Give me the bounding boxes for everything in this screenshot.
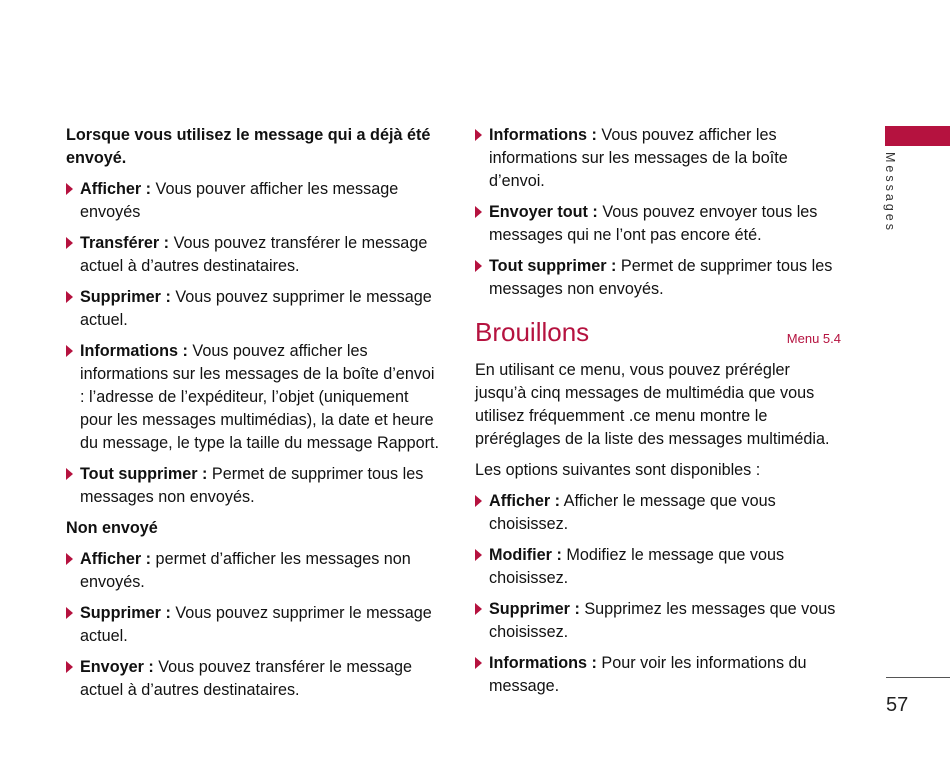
item-text: permet d’afficher les messages non envoyés. [80,550,411,591]
triangle-bullet-icon [66,607,73,619]
item-text: Vous pouvez supprimer le message actuel. [80,604,432,645]
item-text: Afficher le message que vous choisissez. [489,492,776,533]
list-item [66,602,442,648]
page-number: 57 [886,694,909,716]
triangle-bullet-icon [475,549,482,561]
side-tab-bar [885,126,950,146]
item-text: Vous pouver afficher les message envoyés [80,180,399,221]
page-number-rule [886,677,950,678]
item-text: Vous pouvez transférer le message actuel à d’autres destinataires. [80,234,428,275]
list-item [66,286,442,332]
right-column [475,124,841,706]
triangle-bullet-icon [66,468,73,480]
list-item [475,255,841,301]
triangle-bullet-icon [475,657,482,669]
item-term: Afficher : [489,492,561,510]
item-term: Envoyer tout : [489,203,598,221]
side-tab-label: Messages [883,152,897,233]
section-paragraph: En utilisant ce menu, vous pouvez prérégler jusqu’à cinq messages de multimédia que vous utilisez fréquemment .ce menu montre le préréglages de la liste des messages multimédia. [475,361,830,448]
list-item [475,598,841,644]
item-term: Transférer : [80,234,170,252]
item-term: Envoyer : [80,658,154,676]
item-text: Vous pouvez envoyer tous les messages qui ne l’ont pas encore été. [489,203,818,244]
triangle-bullet-icon [475,206,482,218]
triangle-bullet-icon [475,260,482,272]
item-term: Afficher : [80,180,152,198]
list-item [66,463,442,509]
menu-reference: Menu 5.4 [786,331,841,346]
triangle-bullet-icon [66,183,73,195]
item-term: Informations : [80,342,188,360]
item-text: Vous pouvez afficher les informations sur les messages de la boîte d’envoi. [489,126,788,190]
triangle-bullet-icon [66,345,73,357]
triangle-bullet-icon [66,237,73,249]
item-term: Supprimer : [80,288,171,306]
list-item [66,340,442,455]
item-term: Tout supprimer : [489,257,617,275]
item-text: Permet de supprimer tous les messages non envoyés. [489,257,833,298]
left-column [66,124,442,710]
list-item [475,490,841,536]
options-intro: Les options suivantes sont disponibles : [475,461,761,479]
triangle-bullet-icon [475,603,482,615]
list-item [475,201,841,247]
item-text: Modifiez le message que vous choisissez. [489,546,785,587]
list-item [66,656,442,702]
item-text: Vous pouvez afficher les informations sur les messages de la boîte d’envoi : l’adresse de l’expéditeur, l’objet (uniquement pour les messages multimédias), la date et heure du message, le type la taille du message Rapport. [80,342,440,452]
item-text: Supprimez les messages que vous choisissez. [489,600,836,641]
section-title: Brouillons [475,317,590,347]
item-text: Pour voir les informations du message. [489,654,807,695]
list-item [66,178,442,224]
item-term: Informations : [489,126,597,144]
subheading-non-envoye: Non envoyé [66,519,158,537]
item-term: Supprimer : [80,604,171,622]
list-item [475,124,841,193]
item-text: Vous pouvez supprimer le message actuel. [80,288,432,329]
item-term: Modifier : [489,546,562,564]
list-item [66,548,442,594]
triangle-bullet-icon [66,291,73,303]
triangle-bullet-icon [66,661,73,673]
triangle-bullet-icon [475,129,482,141]
triangle-bullet-icon [66,553,73,565]
item-term: Informations : [489,654,597,672]
list-item [66,232,442,278]
item-text: Vous pouvez transférer le message actuel à d’autres destinataires. [80,658,413,699]
item-text: Permet de supprimer tous les messages non envoyés. [80,465,424,506]
list-item [475,544,841,590]
item-term: Tout supprimer : [80,465,208,483]
triangle-bullet-icon [475,495,482,507]
section-header [475,315,841,353]
list-item [475,652,841,698]
item-term: Afficher : [80,550,152,568]
item-term: Supprimer : [489,600,580,618]
intro-heading: Lorsque vous utilisez le message qui a déjà été envoyé. [66,126,431,167]
